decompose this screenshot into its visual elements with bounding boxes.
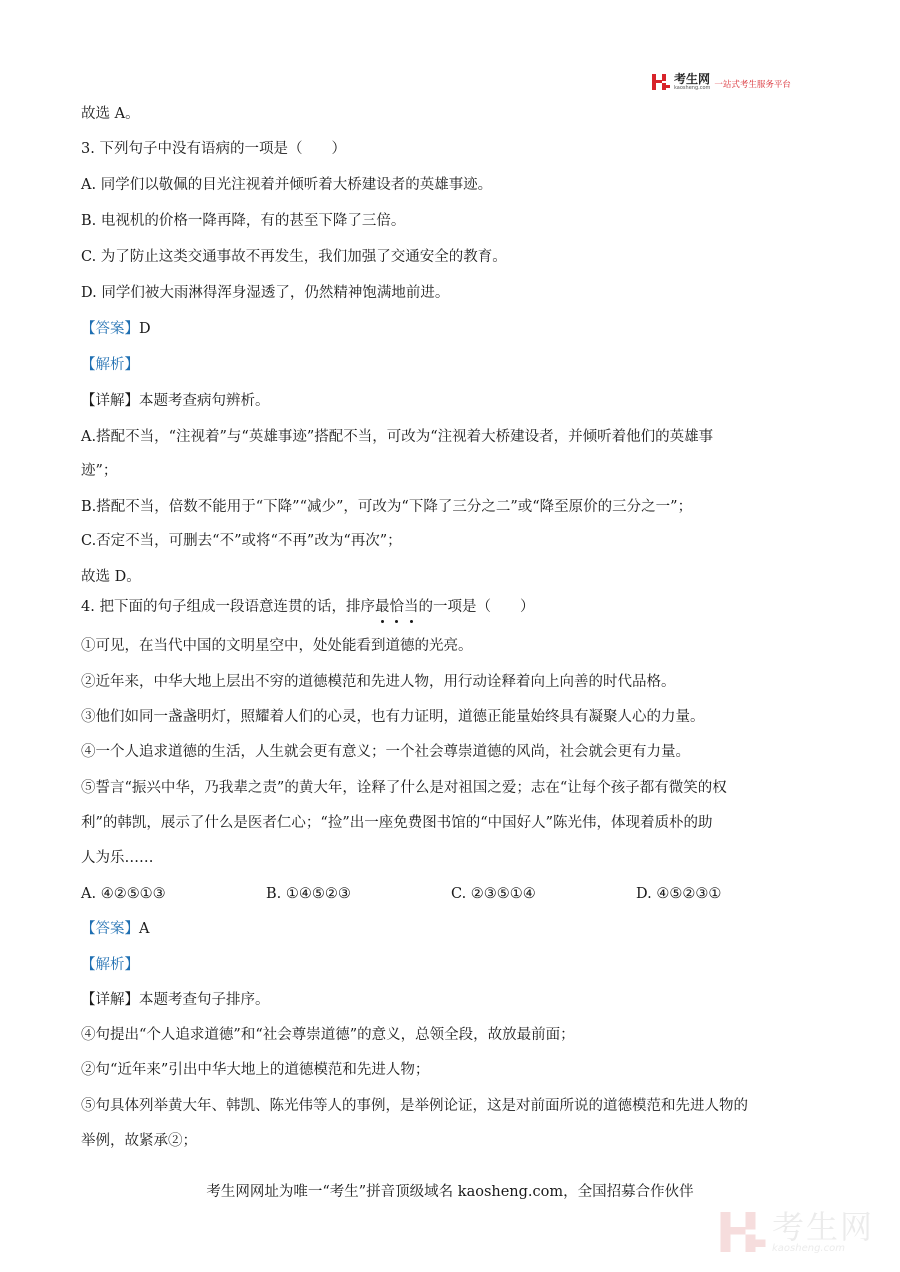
q3-explain-b: B.搭配不当，倍数不能用于“下降”“减少”，可改为“下降了三分之二”或“降至原价的三分之一”； <box>81 499 693 515</box>
q4-options <box>81 884 821 904</box>
header-logo <box>651 72 791 92</box>
q4-sentence-5-line1: ⑤誓言“振兴中华，乃我辈之责”的黄大年，诠释了什么是对祖国之爱；志在“让每个孩子都有微笑的权 <box>81 780 727 796</box>
watermark-text <box>772 1207 875 1254</box>
q4-stem <box>81 597 534 617</box>
q3-answer <box>81 319 151 339</box>
q4-option-a: A. ④②⑤①③ <box>81 886 166 902</box>
watermark-domain: kaosheng.com <box>772 1242 845 1254</box>
detail-tag: 【详解】 <box>81 393 139 409</box>
q4-detail-text: 本题考查句子排序。 <box>139 992 270 1008</box>
q3-stem: 3. 下列句子中没有语病的一项是（ ） <box>81 141 346 157</box>
q4-explain-2: ②句“近年来”引出中华大地上的道德模范和先进人物； <box>81 1062 430 1078</box>
answer-tag: 【答案】 <box>81 921 139 937</box>
watermark-name: 考生网 <box>772 1207 875 1246</box>
q4-sentence-5-line3: 人为乐…… <box>81 850 154 866</box>
q4-answer-value: A <box>139 921 150 937</box>
logo-name: 考生网 <box>674 72 711 86</box>
emphasis-char: 当 <box>403 599 419 615</box>
q3-conclusion: 故选 D。 <box>81 569 141 585</box>
q3-explain-a-line2: 迹”； <box>81 463 118 479</box>
detail-tag: 【详解】 <box>81 992 139 1008</box>
logo-domain: kaosheng.com <box>674 85 711 91</box>
answer-tag: 【答案】 <box>81 321 139 337</box>
q4-sentence-5-line2: 利”的韩凯，展示了什么是医者仁心；“捡”出一座免费图书馆的“中国好人”陈光伟，体现着质朴的助 <box>81 815 713 831</box>
q4-answer <box>81 919 149 939</box>
q4-sentence-3: ③他们如同一盏盏明灯，照耀着人们的心灵，也有力证明，道德正能量始终具有凝聚人心的力量。 <box>81 709 705 725</box>
emphasis-char: 恰 <box>389 599 404 615</box>
q3-explain-a-line1: A.搭配不当，“注视着”与“英雄事迹”搭配不当，可改为“注视着大桥建设者，并倾听着他们的英雄事 <box>81 429 714 445</box>
watermark-logo-icon <box>718 1207 768 1257</box>
q3-answer-value: D <box>139 321 151 337</box>
q3-detail-text: 本题考查病句辨析。 <box>139 393 270 409</box>
q4-sentence-1: ①可见，在当代中国的文明星空中，处处能看到道德的光亮。 <box>81 638 473 654</box>
q4-sentence-4: ④一个人追求道德的生活，人生就会更有意义；一个社会尊崇道德的风尚，社会就会更有力量。 <box>81 744 690 760</box>
logo-text <box>674 73 710 91</box>
q4-stem-start: 4. 把下面的句子组成一段语意连贯的话，排序 <box>81 599 375 615</box>
q4-stem-end: 的一项是（ ） <box>418 599 535 615</box>
watermark <box>718 1207 874 1257</box>
q4-option-c: C. ②③⑤①④ <box>451 886 536 902</box>
q2-conclusion: 故选 A。 <box>81 106 140 122</box>
q4-detail <box>81 990 270 1010</box>
emphasis-char: 最 <box>374 599 390 615</box>
q4-option-d: D. ④⑤②③① <box>636 886 722 902</box>
analysis-tag: 【解析】 <box>81 357 139 373</box>
q4-analysis <box>81 955 139 975</box>
q3-option-b: B. 电视机的价格一降再降，有的甚至下降了三倍。 <box>81 213 406 229</box>
q4-explain-3-line2: 举例，故紧承②； <box>81 1133 197 1149</box>
page-footer: 考生网网址为唯一“考生”拼音顶级域名 kaosheng.com，全国招募合作伙伴 <box>206 1184 694 1200</box>
q3-option-d: D. 同学们被大雨淋得浑身湿透了，仍然精神饱满地前进。 <box>81 285 450 301</box>
q3-analysis <box>81 355 139 375</box>
q4-option-b: B. ①④⑤②③ <box>266 886 351 902</box>
q3-option-c: C. 为了防止这类交通事故不再发生，我们加强了交通安全的教育。 <box>81 249 507 265</box>
kaosheng-logo-icon <box>651 72 671 92</box>
q4-explain-3-line1: ⑤句具体列举黄大年、韩凯、陈光伟等人的事例，是举例论证，这是对前面所说的道德模范和先进人物的 <box>81 1098 748 1114</box>
q4-sentence-2: ②近年来，中华大地上层出不穷的道德模范和先进人物，用行动诠释着向上向善的时代品格。 <box>81 674 676 690</box>
analysis-tag: 【解析】 <box>81 957 139 973</box>
q3-explain-c: C.否定不当，可删去“不”或将“不再”改为“再次”； <box>81 533 402 549</box>
q3-detail <box>81 391 270 411</box>
q3-option-a: A. 同学们以敬佩的目光注视着并倾听着大桥建设者的英雄事迹。 <box>81 177 493 193</box>
logo-slogan: 一站式考生服务平台 <box>714 80 791 90</box>
q4-explain-1: ④句提出“个人追求道德”和“社会尊崇道德”的意义，总领全段，故放最前面； <box>81 1027 575 1043</box>
